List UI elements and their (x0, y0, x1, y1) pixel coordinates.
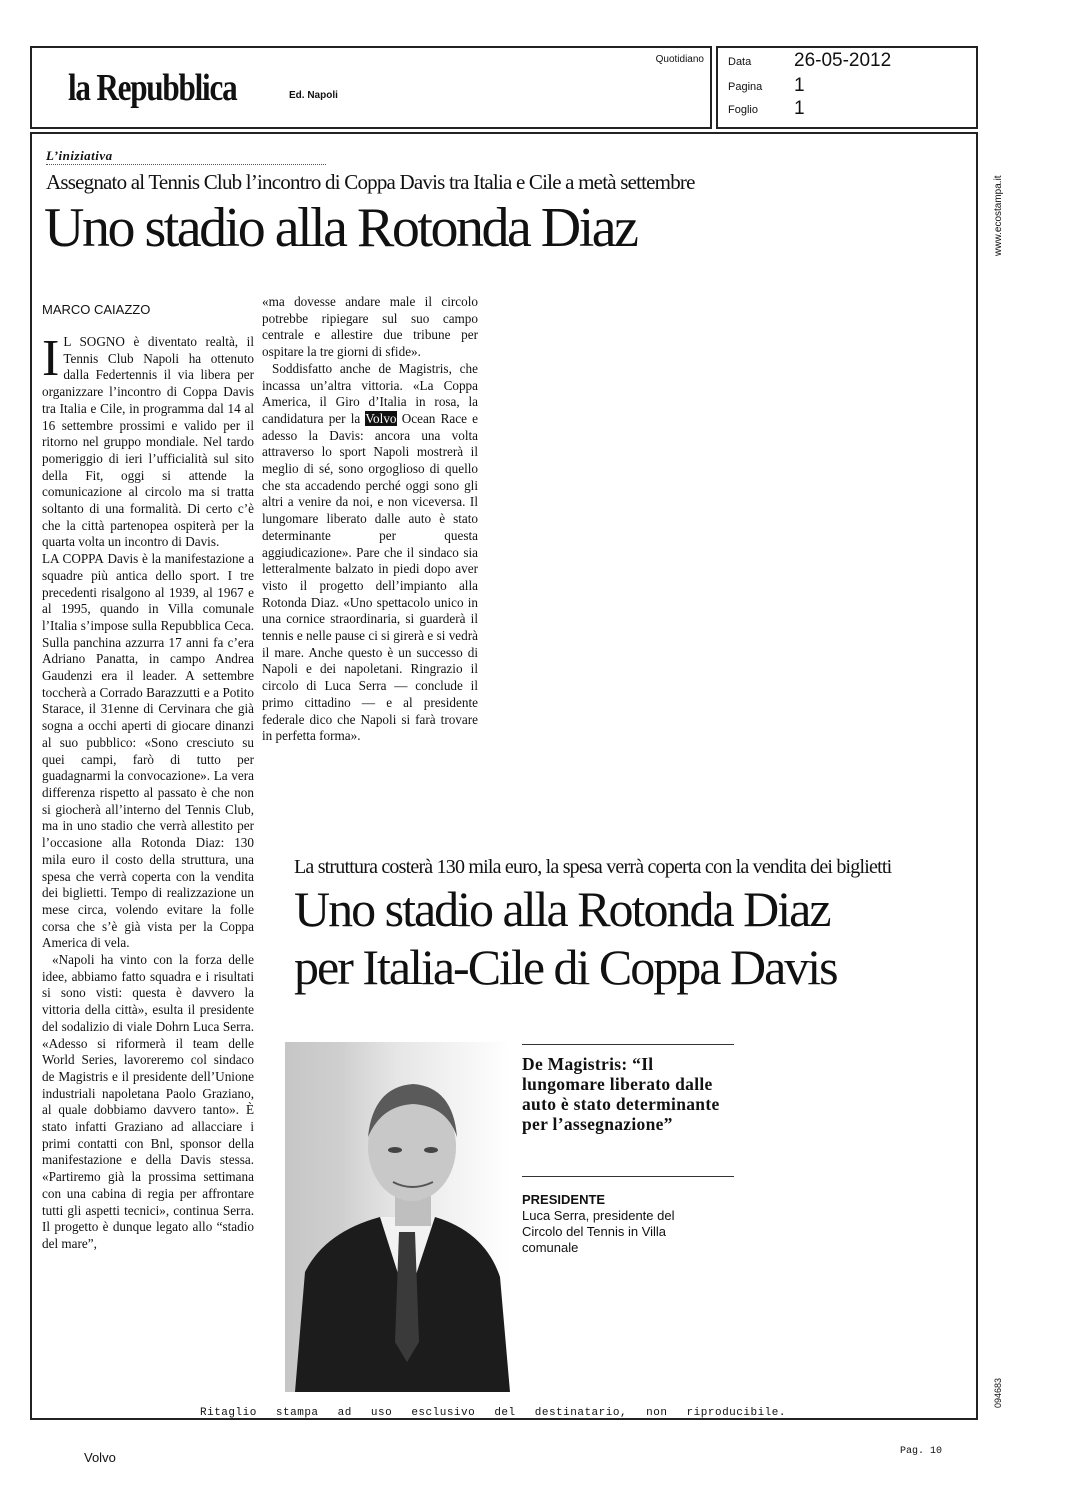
paragraph-1-text: è diventato realtà, il Tennis Club Napoli ha ottenuto dalla Federtennis il via libera per organizzare l’incontro di Coppa Davis tra Italia e Cile, in programma dal 14 al 16 settembre prossimi e valido per il ritorno nel gruppo mondiale. Nel tardo pomeriggio di ieri l’ufficialità sul sito della Fit, oggi si attende la comunicazione al circolo ma si tratta soltanto di una formalità. Di certo c’è che la città partenopea ospiterà per la quarta volta un incontro di Davis. (42, 334, 254, 550)
quote-rule-bottom (522, 1176, 734, 1177)
paragraph-2 (42, 551, 254, 952)
source-label: Volvo (84, 1450, 116, 1465)
paragraph-1 (42, 330, 254, 551)
photo-luca-serra (285, 1042, 510, 1392)
article-frame (30, 132, 978, 1420)
sheet-label: Foglio (728, 104, 758, 116)
col2-paragraph-2b: Ocean Race e adesso la Davis: ancora una volta attraverso lo sport Napoli mostrerà il meglio di sé, sono orgoglioso di quello che sta accadendo perché oggi sono gli altri a venire da noi, e non viceversa. Il lungomare liberato dalle auto è stato determinante per questa aggiudicazione». Pare che il sindaco sia letteralmente balzato in piedi dopo aver visto il progetto dell’impianto alla Rotonda Diaz. «Uno spettacolo unico in una cornice straordinaria, si guarderà il tennis e nelle pause ci si girerà e si vedrà il mare. Anche questo è un successo di Napoli e dei napoletani. Ringrazio il circolo di Luca Serra — conclude il primo cittadino — e al presidente federale dico che Napoli si farà trovare in perfetta forma». (262, 410, 479, 744)
sheet-value: 1 (794, 98, 805, 119)
paragraph-2-text: Davis è la manifestazione a squadre più antica dello sport. I tre precedenti risalgono al 1939, al 1967 e al 1995, quando in Villa comunale l’Italia s’impose sulla Repubblica Ceca. Sulla panchina azzurra 17 anni fa c’era Adriano Panatta, in campo Andrea Gaudenzi era il leader. A settembre toccherà a Corrado Barazzutti e a Potito Starace, il 31enne di Cervinara che già sogna a occhi aperti di giocare dinanzi al suo pubblico: «Sono cresciuto su quei campi, farò di tutto per guadagnarmi la convocazione». La vera differenza rispetto al passato è che non si giocherà all’interno del Tennis Club, ma in uno stadio che verrà allestito per l’occasione alla Rotonda Diaz: 130 mila euro il costo della struttura, una spesa che verrà coperta con la vendita dei biglietti. Tempo di realizzazione un mese circa, volendo evitare la folle corsa che s’è già vista per la Coppa America di vela. (42, 551, 254, 951)
side-code-text: 094683 (993, 1377, 1003, 1408)
side-url (993, 146, 1007, 256)
page-value: 1 (794, 75, 805, 96)
quote-rule-top (522, 1044, 734, 1045)
publication-type: Quotidiano (655, 54, 704, 65)
edition-label: Ed. Napoli (289, 90, 338, 101)
newspaper-logo: la Repubblica (68, 67, 237, 109)
deck: Assegnato al Tennis Club l’incontro di Coppa Davis tra Italia e Cile a metà settembre (46, 170, 695, 194)
col2-paragraph-1: «ma dovesse andare male il circolo potrebbe ripiegare sul suo campo centrale e allestire due tribune per ospitare la tre giorni di sfide». (262, 294, 478, 360)
portrait-illustration (285, 1042, 510, 1392)
secondary-deck: La struttura costerà 130 mila euro, la spesa verrà coperta con la vendita dei biglietti (294, 856, 892, 878)
paragraph-3: «Napoli ha vinto con la forza delle idee, abbiamo fatto squadra e i risultati si sono visti: questa è davvero la vittoria della città», esulta il presidente del sodalizio di viale Dohrn Luca Serra. «Adesso si riformerà il team delle World Series, lavoreremo col sindaco de Magistris e il presidente dell’Unione industriali napoletana Paolo Graziano, al quale dobbiamo davvero tanto». È stato infatti Graziano ad allacciare i primi contatti con Bnl, sponsor della manifestazione e della Davis stessa. «Partiremo già la prossima settimana con una cabina di regia per affrontare tutti gli aspetti tecnici», continua Serra. Il progetto è dunque legato allo “stadio del mare”, (42, 952, 254, 1251)
masthead (30, 46, 712, 129)
byline: MARCO CAIAZZO (42, 302, 151, 317)
side-url-text: www.ecostampa.it (993, 175, 1004, 256)
clipping-notice: Ritaglio stampa ad uso esclusivo del destinatario, non riproducibile. (200, 1407, 786, 1419)
caption-title: PRESIDENTE (522, 1192, 606, 1207)
col2-paragraph-2 (262, 361, 478, 745)
photo-caption: Luca Serra, presidente del Circolo del Tennis in Villa comunale (522, 1208, 675, 1255)
headline: Uno stadio alla Rotonda Diaz (44, 197, 637, 259)
highlighted-keyword: Volvo (365, 410, 397, 426)
col2-paragraph-2a: Soddisfatto anche de Magistris, che incassa un’altra vittoria. «La Coppa America, il Giro d’Italia in rosa, la candidatura per la (262, 360, 478, 426)
secondary-headline-line-2: per Italia-Cile di Coppa Davis (294, 939, 837, 995)
info-box (716, 46, 978, 129)
article-column-1 (42, 330, 254, 1253)
pull-quote: De Magistris: “Il lungomare liberato dalle auto è stato determinante per l’assegnazione” (522, 1054, 720, 1134)
secondary-headline-line-1: Uno stadio alla Rotonda Diaz (294, 881, 830, 937)
page-number: Pag. 10 (900, 1446, 943, 1457)
page-label: Pagina (728, 81, 763, 93)
side-code (993, 1360, 1007, 1410)
paragraph-2-lead: LA COPPA (42, 551, 104, 567)
paragraph-1-lead: L SOGNO (63, 334, 125, 349)
date-value: 26-05-2012 (794, 50, 892, 71)
article-column-2 (262, 294, 478, 745)
kicker: L’iniziativa (46, 148, 113, 163)
drop-cap: I (42, 330, 60, 387)
kicker-rule (46, 164, 326, 166)
date-label: Data (728, 56, 752, 68)
